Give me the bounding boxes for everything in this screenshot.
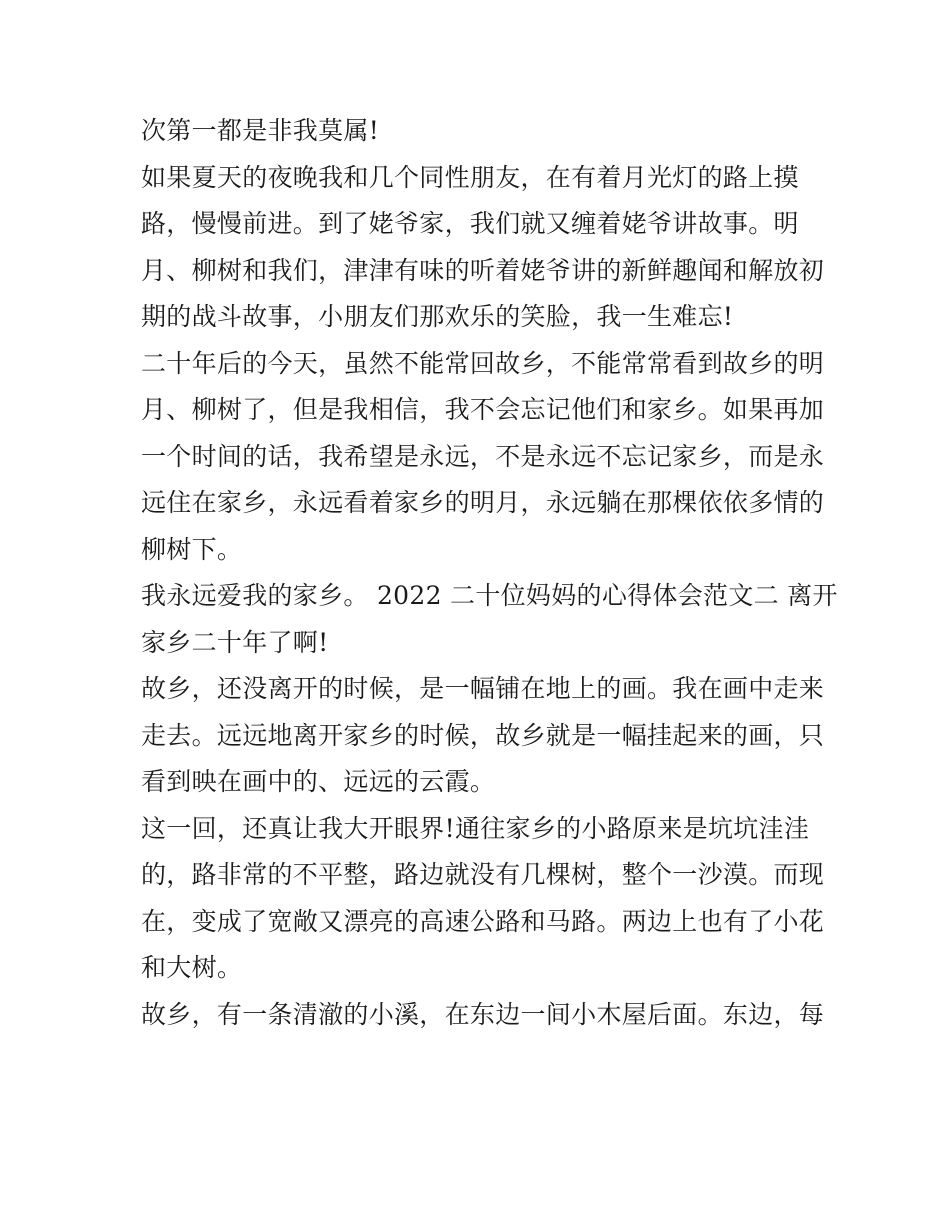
text-line: 期的战斗故事，小朋友们那欢乐的笑脸，我一生难忘! [141, 302, 734, 331]
text-line: 月、柳树了，但是我相信，我不会忘记他们和家乡。如果再加 [141, 395, 825, 424]
text-line: 走去。远远地离开家乡的时候，故乡就是一幅挂起来的画，只 [141, 720, 825, 750]
text-line: 我永远爱我的家乡。 2022 二十位妈妈的心得体会范文二 离开 [141, 581, 838, 610]
text-line: 故乡，还没离开的时候，是一幅铺在地上的画。我在画中走来 [141, 674, 825, 703]
text-line: 故乡，有一条清澈的小溪，在东边一间小木屋后面。东边，每 [141, 999, 825, 1029]
body-text [141, 108, 838, 1038]
text-line: 柳树下。 [141, 534, 243, 564]
text-line: 的，路非常的不平整，路边就没有几棵树，整个一沙漠。而现 [141, 860, 825, 889]
text-line: 看到映在画中的、远远的云霞。 [141, 767, 496, 796]
text-line: 月、柳树和我们，津津有味的听着姥爷讲的新鲜趣闻和解放初 [141, 255, 825, 285]
text-line: 和大树。 [141, 953, 243, 982]
text-line: 次第一都是非我莫属! [141, 116, 380, 145]
text-line: 这一回，还真让我大开眼界!通往家乡的小路原来是坑坑洼洼 [141, 813, 810, 843]
text-line: 家乡二十年了啊! [141, 627, 329, 657]
text-line: 路，慢慢前进。到了姥爷家，我们就又缠着姥爷讲故事。明 [141, 209, 799, 238]
text-line: 一个时间的话，我希望是永远，不是永远不忘记家乡，而是永 [141, 441, 825, 471]
text-line: 如果夏天的夜晚我和几个同性朋友，在有着月光灯的路上摸 [141, 162, 799, 192]
text-line: 远住在家乡，永远看着家乡的明月，永远躺在那棵依依多情的 [141, 488, 825, 517]
text-line: 二十年后的今天，虽然不能常回故乡，不能常常看到故乡的明 [141, 348, 825, 378]
text-line: 在，变成了宽敞又漂亮的高速公路和马路。两边上也有了小花 [141, 906, 825, 936]
